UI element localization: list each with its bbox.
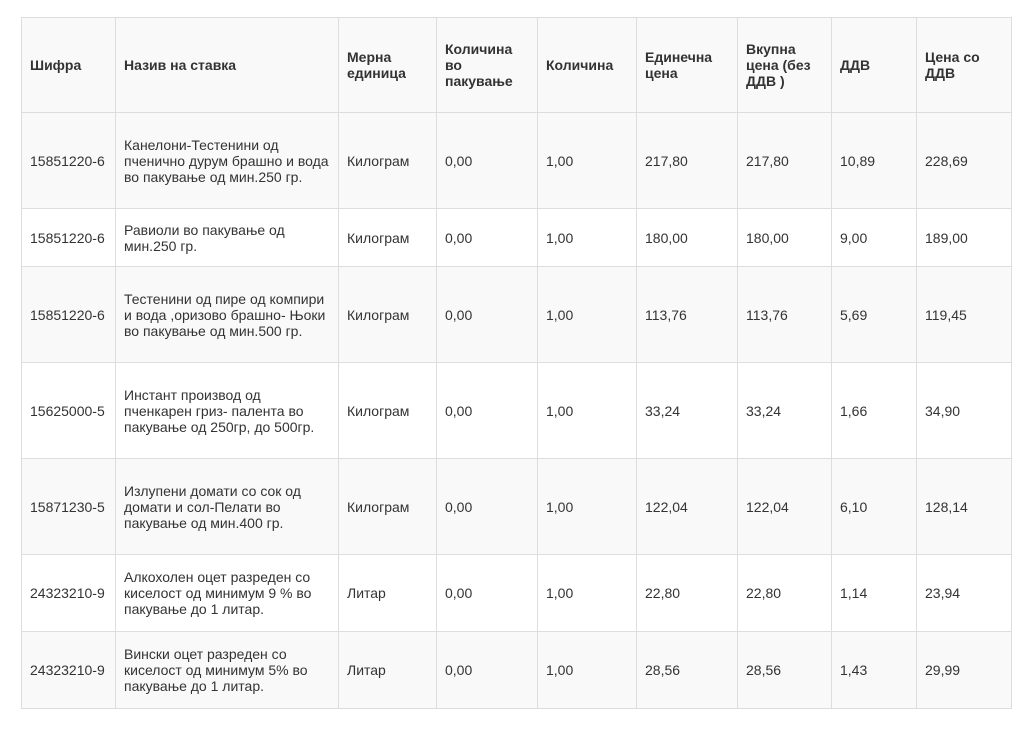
table-row (22, 267, 1012, 363)
cell-item-name: Излупени домати со сок од домати и сол-Пелати во пакување од мин.400 гр. (116, 459, 339, 555)
cell-unit: Килограм (339, 267, 437, 363)
column-header-total-no-vat: Вкупна цена (без ДДВ ) (738, 18, 832, 113)
cell-unit-price: 180,00 (637, 209, 738, 267)
cell-unit-price: 22,80 (637, 555, 738, 632)
cell-pack-quantity: 0,00 (437, 555, 538, 632)
table-row (22, 632, 1012, 709)
cell-code: 15851220-6 (22, 113, 116, 209)
cell-quantity: 1,00 (538, 363, 637, 459)
table-row (22, 459, 1012, 555)
cell-quantity: 1,00 (538, 459, 637, 555)
cell-unit-price: 33,24 (637, 363, 738, 459)
column-header-item-name: Назив на ставка (116, 18, 339, 113)
table-row (22, 363, 1012, 459)
cell-item-name: Равиоли во пакување од мин.250 гр. (116, 209, 339, 267)
cell-quantity: 1,00 (538, 555, 637, 632)
cell-item-name: Вински оцет разреден со киселост од минимум 5% во пакување до 1 литар. (116, 632, 339, 709)
table-row (22, 113, 1012, 209)
cell-unit-price: 113,76 (637, 267, 738, 363)
cell-price-with-vat: 23,94 (917, 555, 1012, 632)
cell-unit: Килограм (339, 113, 437, 209)
cell-unit: Килограм (339, 209, 437, 267)
column-header-unit: Мерна единица (339, 18, 437, 113)
cell-total-no-vat: 180,00 (738, 209, 832, 267)
cell-unit: Литар (339, 632, 437, 709)
column-header-code: Шифра (22, 18, 116, 113)
cell-quantity: 1,00 (538, 209, 637, 267)
cell-code: 24323210-9 (22, 555, 116, 632)
cell-total-no-vat: 122,04 (738, 459, 832, 555)
cell-unit: Килограм (339, 363, 437, 459)
cell-quantity: 1,00 (538, 267, 637, 363)
cell-price-with-vat: 128,14 (917, 459, 1012, 555)
items-table-container (21, 17, 1012, 709)
cell-pack-quantity: 0,00 (437, 459, 538, 555)
table-row (22, 209, 1012, 267)
column-header-unit-price: Единечна цена (637, 18, 738, 113)
cell-vat: 1,66 (832, 363, 917, 459)
cell-total-no-vat: 33,24 (738, 363, 832, 459)
cell-pack-quantity: 0,00 (437, 363, 538, 459)
cell-vat: 1,14 (832, 555, 917, 632)
cell-total-no-vat: 28,56 (738, 632, 832, 709)
cell-price-with-vat: 228,69 (917, 113, 1012, 209)
cell-code: 15851220-6 (22, 267, 116, 363)
cell-unit-price: 217,80 (637, 113, 738, 209)
table-header-row (22, 18, 1012, 113)
cell-code: 15851220-6 (22, 209, 116, 267)
cell-vat: 9,00 (832, 209, 917, 267)
cell-pack-quantity: 0,00 (437, 113, 538, 209)
column-header-vat: ДДВ (832, 18, 917, 113)
cell-price-with-vat: 29,99 (917, 632, 1012, 709)
cell-total-no-vat: 217,80 (738, 113, 832, 209)
cell-item-name: Алкохолен оцет разреден со киселост од минимум 9 % во пакување до 1 литар. (116, 555, 339, 632)
cell-item-name: Тестенини од пире од компири и вода ,оризово брашно- Њоки во пакување од мин.500 гр. (116, 267, 339, 363)
items-table (21, 17, 1012, 709)
cell-total-no-vat: 113,76 (738, 267, 832, 363)
cell-item-name: Инстант производ од пченкарен гриз- палента во пакување од 250гр, до 500гр. (116, 363, 339, 459)
cell-code: 24323210-9 (22, 632, 116, 709)
column-header-pack-quantity: Количина во пакување (437, 18, 538, 113)
cell-unit-price: 28,56 (637, 632, 738, 709)
cell-quantity: 1,00 (538, 113, 637, 209)
cell-price-with-vat: 34,90 (917, 363, 1012, 459)
table-row (22, 555, 1012, 632)
cell-unit: Литар (339, 555, 437, 632)
cell-code: 15871230-5 (22, 459, 116, 555)
cell-unit: Килограм (339, 459, 437, 555)
column-header-price-with-vat: Цена со ДДВ (917, 18, 1012, 113)
cell-pack-quantity: 0,00 (437, 267, 538, 363)
column-header-quantity: Количина (538, 18, 637, 113)
cell-code: 15625000-5 (22, 363, 116, 459)
cell-pack-quantity: 0,00 (437, 632, 538, 709)
cell-vat: 10,89 (832, 113, 917, 209)
cell-vat: 6,10 (832, 459, 917, 555)
cell-total-no-vat: 22,80 (738, 555, 832, 632)
cell-vat: 1,43 (832, 632, 917, 709)
cell-price-with-vat: 189,00 (917, 209, 1012, 267)
cell-vat: 5,69 (832, 267, 917, 363)
cell-unit-price: 122,04 (637, 459, 738, 555)
cell-quantity: 1,00 (538, 632, 637, 709)
cell-item-name: Канелони-Тестенини од пченично дурум брашно и вода во пакување од мин.250 гр. (116, 113, 339, 209)
cell-price-with-vat: 119,45 (917, 267, 1012, 363)
cell-pack-quantity: 0,00 (437, 209, 538, 267)
